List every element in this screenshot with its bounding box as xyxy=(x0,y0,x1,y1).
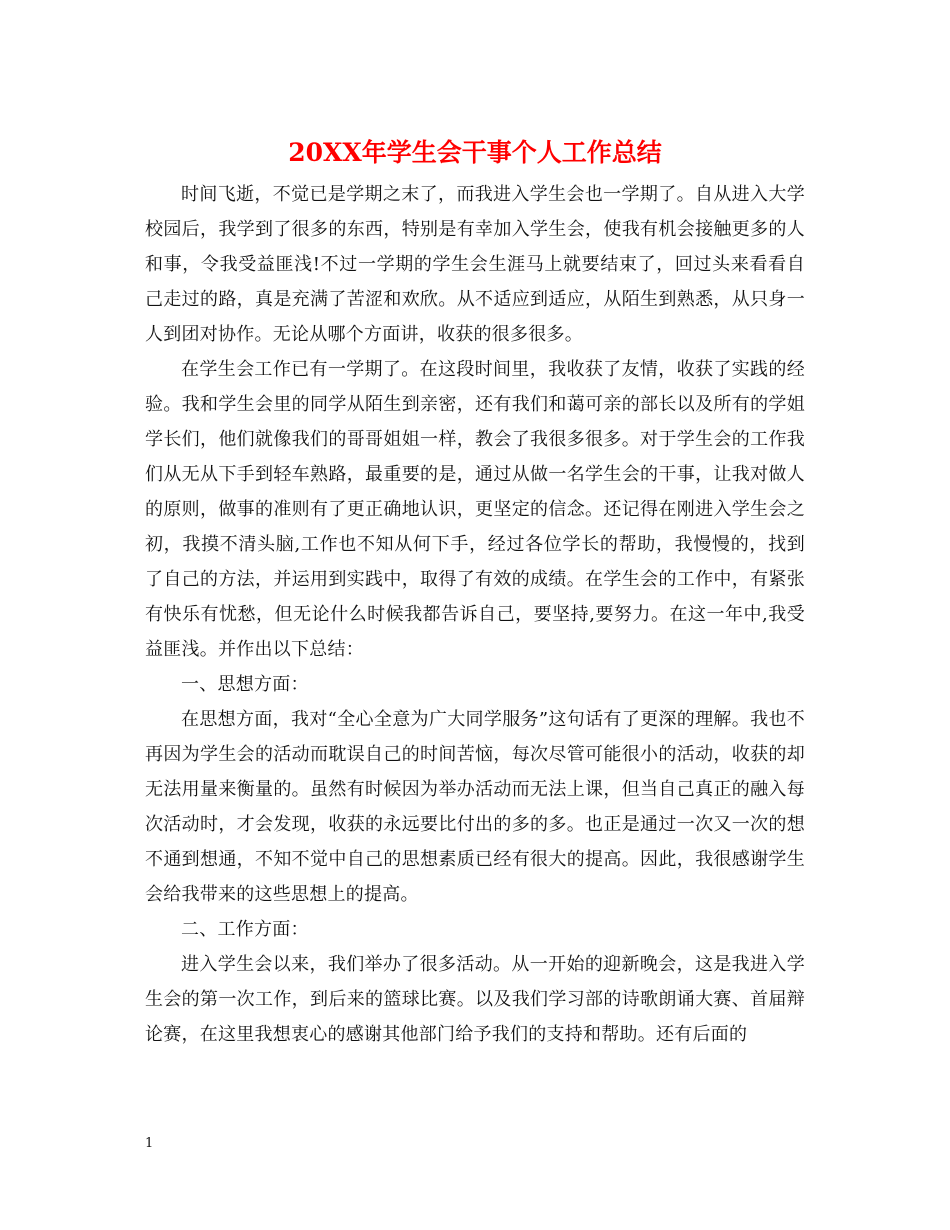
page-number: 1 xyxy=(145,1136,154,1151)
section-heading-thought: 一、思想方面： xyxy=(181,674,309,695)
paragraph-experience: 在学生会工作已有一学期了。在这段时间里，我收获了友情，收获了实践的经验。我和学生会里的同学从陌生到亲密，还有我们和蔼可亲的部长以及所有的学姐学长们，他们就像我们的哥哥姐姐一样，教会了我很多很多。对于学生会的工作我们从无从下手到轻车熟路，最重要的是，通过从做一名学生会的干事，让我对做人的原则，做事的准则有了更正确地认识，更坚定的信念。还记得在刚进入学生会之初，我摸不清头脑,工作也不知从何下手，经过各位学长的帮助，我慢慢的，找到了自己的方法，并运用到实践中，取得了有效的成绩。在学生会的工作中，有紧张有快乐有忧愁，但无论什么时候我都告诉自己，要坚持,要努力。在这一年中,我受益匪浅。并作出以下总结： xyxy=(145,359,805,660)
paragraph-thought: 在思想方面，我对“全心全意为广大同学服务”这句话有了更深的理解。我也不再因为学生会的活动而耽误自己的时间苦恼，每次尽管可能很小的活动，收获的却无法用量来衡量的。虽然有时候因为举办活动而无法上课，但当自己真正的融入每次活动时，才会发现，收获的永远要比付出的多的多。也正是通过一次又一次的想不通到想通，不知不觉中自己的思想素质已经有很大的提高。因此，我很感谢学生会给我带来的这些思想上的提高。 xyxy=(145,709,805,905)
document-title: 20XX年学生会干事个人工作总结 xyxy=(288,138,662,167)
document-body xyxy=(145,177,805,1052)
paragraph-intro: 时间飞逝，不觉已是学期之末了，而我进入学生会也一学期了。自从进入大学校园后，我学到了很多的东西，特别是有幸加入学生会，使我有机会接触更多的人和事，令我受益匪浅!不过一学期的学生会生涯马上就要结束了，回过头来看看自己走过的路，真是充满了苦涩和欢欣。从不适应到适应，从陌生到熟悉，从只身一人到团对协作。无论从哪个方面讲，收获的很多很多。 xyxy=(145,184,805,345)
section-heading-work: 二、工作方面： xyxy=(181,919,309,940)
paragraph-work: 进入学生会以来，我们举办了很多活动。从一开始的迎新晚会，这是我进入学生会的第一次工作，到后来的篮球比赛。以及我们学习部的诗歌朗诵大赛、首届辩论赛，在这里我想衷心的感谢其他部门给予我们的支持和帮助。还有后面的 xyxy=(145,954,805,1045)
